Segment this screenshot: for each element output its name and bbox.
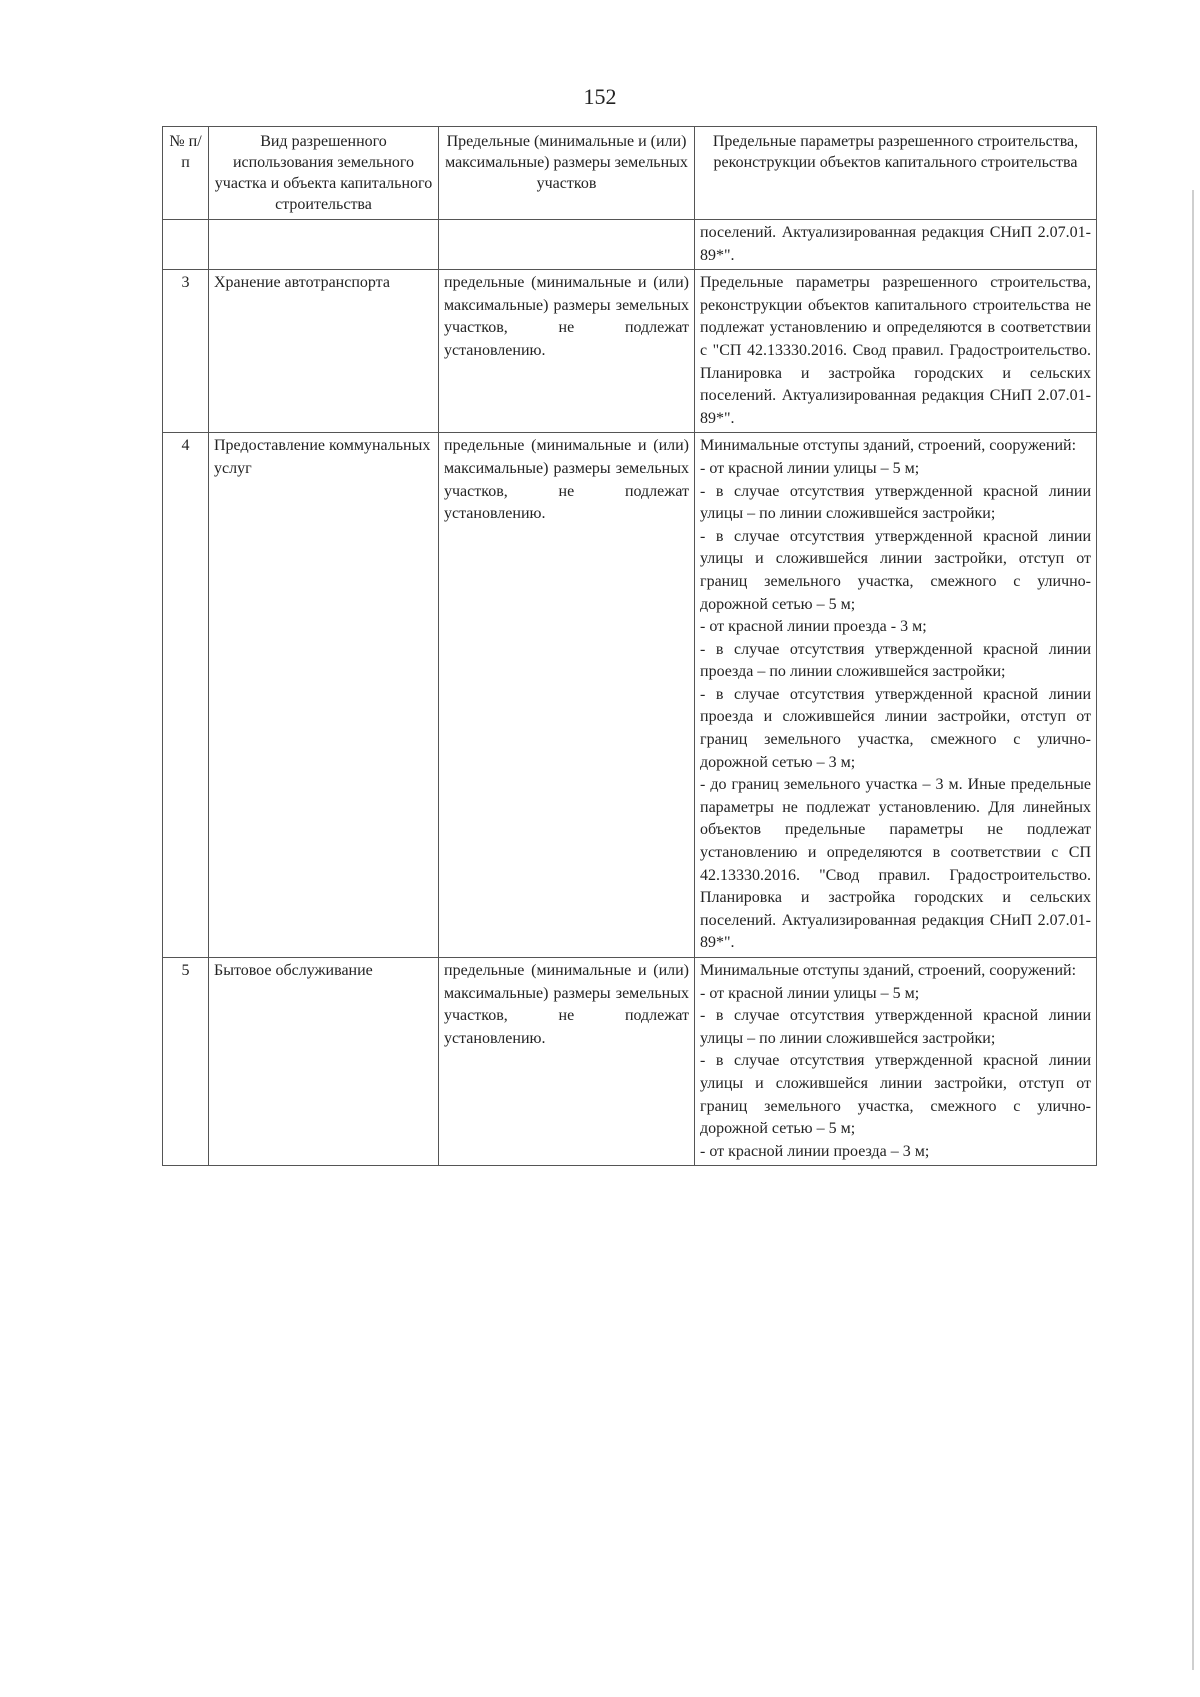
params-line: - до границ земельного участка – 3 м. Иные предельные параметры не подлежат установлению. Для линейных объектов предельные параметры не подлежат установлению и определяются в соответствии с СП 42.13330.2016. "Свод правил. Градостроительство. Планировка и застройка городских и сельских поселений. Актуализированная редакция СНиП 2.07.01-89*". bbox=[700, 776, 1091, 952]
plot-size-cell: предельные (минимальные и (или) максимальные) размеры земельных участков, не подлежат установлению. bbox=[439, 433, 695, 958]
params-cell bbox=[695, 433, 1097, 958]
table-row bbox=[163, 433, 1097, 958]
params-line: Минимальные отступы зданий, строений, сооружений: bbox=[700, 962, 1077, 979]
page-number: 152 bbox=[583, 84, 617, 109]
use-type-cell: Хранение автотранспорта bbox=[209, 270, 439, 433]
plot-size-cell bbox=[439, 220, 695, 270]
zoning-parameters-table bbox=[162, 126, 1097, 1166]
row-number: 3 bbox=[163, 270, 209, 433]
params-line: - в случае отсутствия утвержденной красной линии проезда и сложившейся линии застройки, отступ от границ земельного участка, смежного с улично-дорожной сетью – 3 м; bbox=[700, 685, 1091, 771]
params-line: - в случае отсутствия утвержденной красной линии улицы и сложившейся линии застройки, отступ от границ земельного участка, смежного с улично-дорожной сетью – 5 м; bbox=[700, 527, 1091, 613]
table-header-row bbox=[163, 127, 1097, 220]
table-row bbox=[163, 958, 1097, 1166]
table-row bbox=[163, 220, 1097, 270]
row-number: 4 bbox=[163, 433, 209, 958]
params-line: - в случае отсутствия утвержденной красной линии улицы – по линии сложившейся застройки; bbox=[700, 1007, 1091, 1047]
header-use-type: Вид разрешенного использования земельного участка и объекта капитального строительства bbox=[209, 127, 439, 220]
params-line: - от красной линии проезда – 3 м; bbox=[700, 1142, 930, 1160]
header-construction-params: Предельные параметры разрешенного строительства, реконструкции объектов капитального строительства bbox=[695, 127, 1097, 220]
params-cell bbox=[695, 958, 1097, 1166]
params-cell: поселений. Актуализированная редакция СНиП 2.07.01-89*". bbox=[695, 220, 1097, 270]
params-line: - в случае отсутствия утвержденной красной линии проезда – по линии сложившейся застройки; bbox=[700, 640, 1091, 681]
params-line: - от красной линии улицы – 5 м; bbox=[700, 459, 920, 477]
params-cell: Предельные параметры разрешенного строительства, реконструкции объектов капитального строительства не подлежат установлению и определяются в соответствии с "СП 42.13330.2016. Свод правил. Градостроительство. Планировка и застройка городских и сельских поселений. Актуализированная редакция СНиП 2.07.01-89*". bbox=[695, 270, 1097, 433]
header-plot-size: Предельные (минимальные и (или) максимальные) размеры земельных участков bbox=[439, 127, 695, 220]
use-type-cell bbox=[209, 220, 439, 270]
use-type-cell: Бытовое обслуживание bbox=[209, 958, 439, 1166]
params-line: - от красной линии улицы – 5 м; bbox=[700, 984, 920, 1002]
header-number: № п/п bbox=[163, 127, 209, 220]
plot-size-cell: предельные (минимальные и (или) максимальные) размеры земельных участков, не подлежат установлению. bbox=[439, 270, 695, 433]
scan-edge-line bbox=[1192, 190, 1194, 1670]
row-number bbox=[163, 220, 209, 270]
use-type-cell: Предоставление коммунальных услуг bbox=[209, 433, 439, 958]
params-line: - в случае отсутствия утвержденной красной линии улицы и сложившейся линии застройки, отступ от границ земельного участка, смежного с улично-дорожной сетью – 5 м; bbox=[700, 1052, 1091, 1138]
row-number: 5 bbox=[163, 958, 209, 1166]
plot-size-cell: предельные (минимальные и (или) максимальные) размеры земельных участков, не подлежат установлению. bbox=[439, 958, 695, 1166]
table-row bbox=[163, 270, 1097, 433]
params-line: - от красной линии проезда - 3 м; bbox=[700, 618, 927, 636]
params-line: - в случае отсутствия утвержденной красной линии улицы – по линии сложившейся застройки; bbox=[700, 482, 1091, 523]
params-line: Минимальные отступы зданий, строений, сооружений: bbox=[700, 437, 1077, 455]
